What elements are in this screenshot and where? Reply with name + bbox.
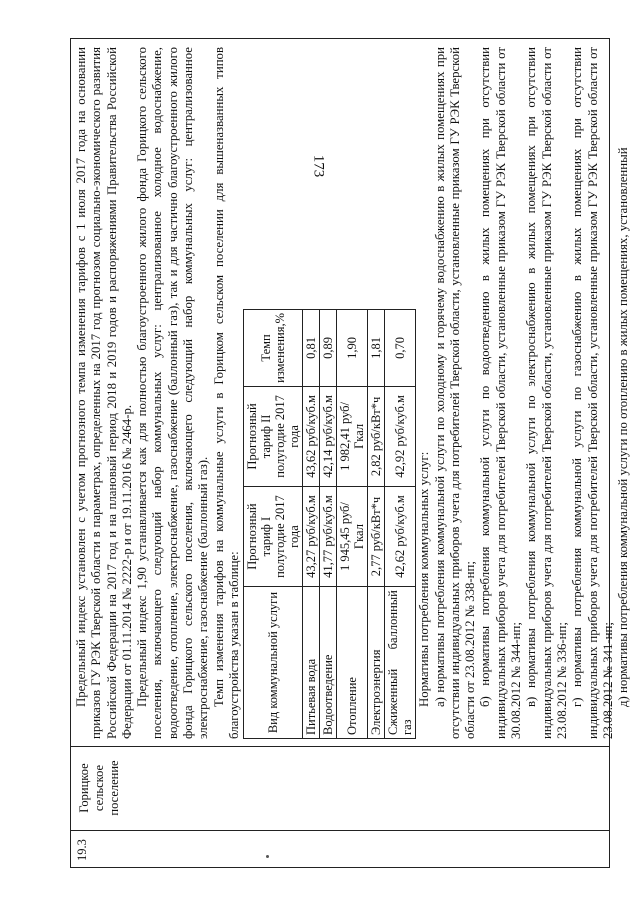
cell-change: 1,90 [337, 310, 368, 387]
cell-tariff-h1: 43,27 руб/куб.м [303, 486, 320, 586]
header-change: Темп изменения,% [244, 310, 303, 387]
cell-tariff-h2: 43,62 руб/куб.м [303, 386, 320, 486]
paragraph-index-scope: Предельный индекс 1,90 устанавливается как для полностью благоустроенного жилого фонда Горицкого сельского поселения, включающего следующий набор коммунальных услуг: централизованное холодное водоснабжение, водоотведение, отопление, электроснабжение, газоснабжение (баллонный газ), так и для частично благоустроенного жилого фонда Горицкого сельского поселения, включающего следующий набор коммунальных услуг: централизованное электроснабжение, газоснабжение (баллонный газ). [135, 47, 211, 739]
cell-tariff-h1: 42,62 руб/куб.м [385, 486, 416, 586]
paragraph-norms-heading: Нормативы потребления коммунальных услуг: [417, 451, 432, 707]
paragraph-norm-g: г) нормативы потребления коммунальной услуги по газоснабжению в жилых помещениях при отсутствии индивидуальных приборов учета для потребителей Тверской области, установленные приказом ГУ РЭК Тверской области от 23.08.2012 № 341-нп; [570, 47, 615, 739]
cell-change: 0,89 [320, 310, 337, 387]
cell-tariff-h2: 42,14 руб/куб.м [320, 386, 337, 486]
table-row [368, 310, 385, 739]
tariff-table [243, 309, 416, 739]
table-frame [70, 38, 631, 868]
table-row [337, 310, 368, 739]
paragraph-norm-b: б) нормативы потребления коммунальной услуги по водоотведению в жилых помещениях при отсутствии индивидуальных приборов учета для потребителей Тверской области, установленные приказом ГУ РЭК Тверской области от 30.08.2012 № 344-нп; [478, 47, 524, 739]
table-row [320, 310, 337, 739]
paragraph-norm-d: д) нормативы потребления коммунальной услуги по отоплению в жилых помещениях, установленный [616, 147, 631, 707]
cell-service: Электроэнергия [368, 587, 385, 739]
cell-tariff-h2: 2,82 руб/кВт*ч [368, 386, 385, 486]
header-service: Вид коммунальной услуги [244, 587, 303, 739]
row-text [74, 47, 631, 739]
paragraph-index: Предельный индекс установлен с учетом прогнозного темпа изменения тарифов с 1 июля 2017 года на основании приказов ГУ РЭК Тверской области в параметрах, определенных на 2017 год прогнозом социально-экономического развития Российской Федерации на 2017 год и на плановый период 2018 и 2019 годов и распоряжениями Правительства Российской Федерации от 01.11.2014 № 2222-р и от 19.11.2016 № 2464-р. [74, 47, 134, 739]
row-number: 19.3 [75, 839, 89, 861]
paragraph-table-intro: Темп изменения тарифов на коммунальные услуги в Горицком сельском поселении для вышеназванных типов благоустройства указан в таблице: [211, 47, 241, 739]
cell-tariff-h1: 41,77 руб/куб.м [320, 486, 337, 586]
locality-name: Горицкое сельское поселение [77, 760, 121, 816]
cell-tariff-h1: 2,77 руб/кВт*ч [368, 486, 385, 586]
cell-change: 1,81 [368, 310, 385, 387]
table-row [385, 310, 416, 739]
table-row [303, 310, 320, 739]
cell-tariff-h2: 1 982,41 руб/Гкал [337, 386, 368, 486]
cell-service: Водоотведение [320, 587, 337, 739]
landscape-page [70, 38, 631, 868]
cell-service: Отопление [337, 587, 368, 739]
paragraph-norm-v: в) нормативы потребления коммунальной услуги по электроснабжению в жилых помещениях при отсутствии индивидуальных приборов учета для потребителей Тверской области, установленные приказом ГУ РЭК Тверской области от 23.08.2012 № 336-нп; [524, 47, 569, 739]
cell-service: Питьевая вода [303, 587, 320, 739]
header-tariff-h2: Прогнозный тариф II полугодие 2017 года [244, 386, 303, 486]
cell-change: 0,81 [303, 310, 320, 387]
cell-tariff-h1: 1 945,45 руб/Гкал [337, 486, 368, 586]
cell-tariff-h2: 42,92 руб/куб.м [385, 386, 416, 486]
header-tariff-h1: Прогнозный тариф I полугодие 2017 года [244, 486, 303, 586]
page-number: 173 [310, 154, 327, 178]
cell-change: 0,70 [385, 310, 416, 387]
column-divider [71, 830, 609, 831]
table-header-row [244, 310, 303, 739]
cell-service: Сжиженный баллонный газ [385, 587, 416, 739]
paragraph-norm-a: а) нормативы потребления коммунальной услуги по холодному и горячему водоснабжению в жилых помещениях при отсутствии индивидуальных приборов учета для потребителей Тверской области, установленные приказом ГУ РЭК Тверской области от 23.08.2012 № 338-нп; [432, 47, 478, 739]
column-divider [71, 746, 609, 747]
